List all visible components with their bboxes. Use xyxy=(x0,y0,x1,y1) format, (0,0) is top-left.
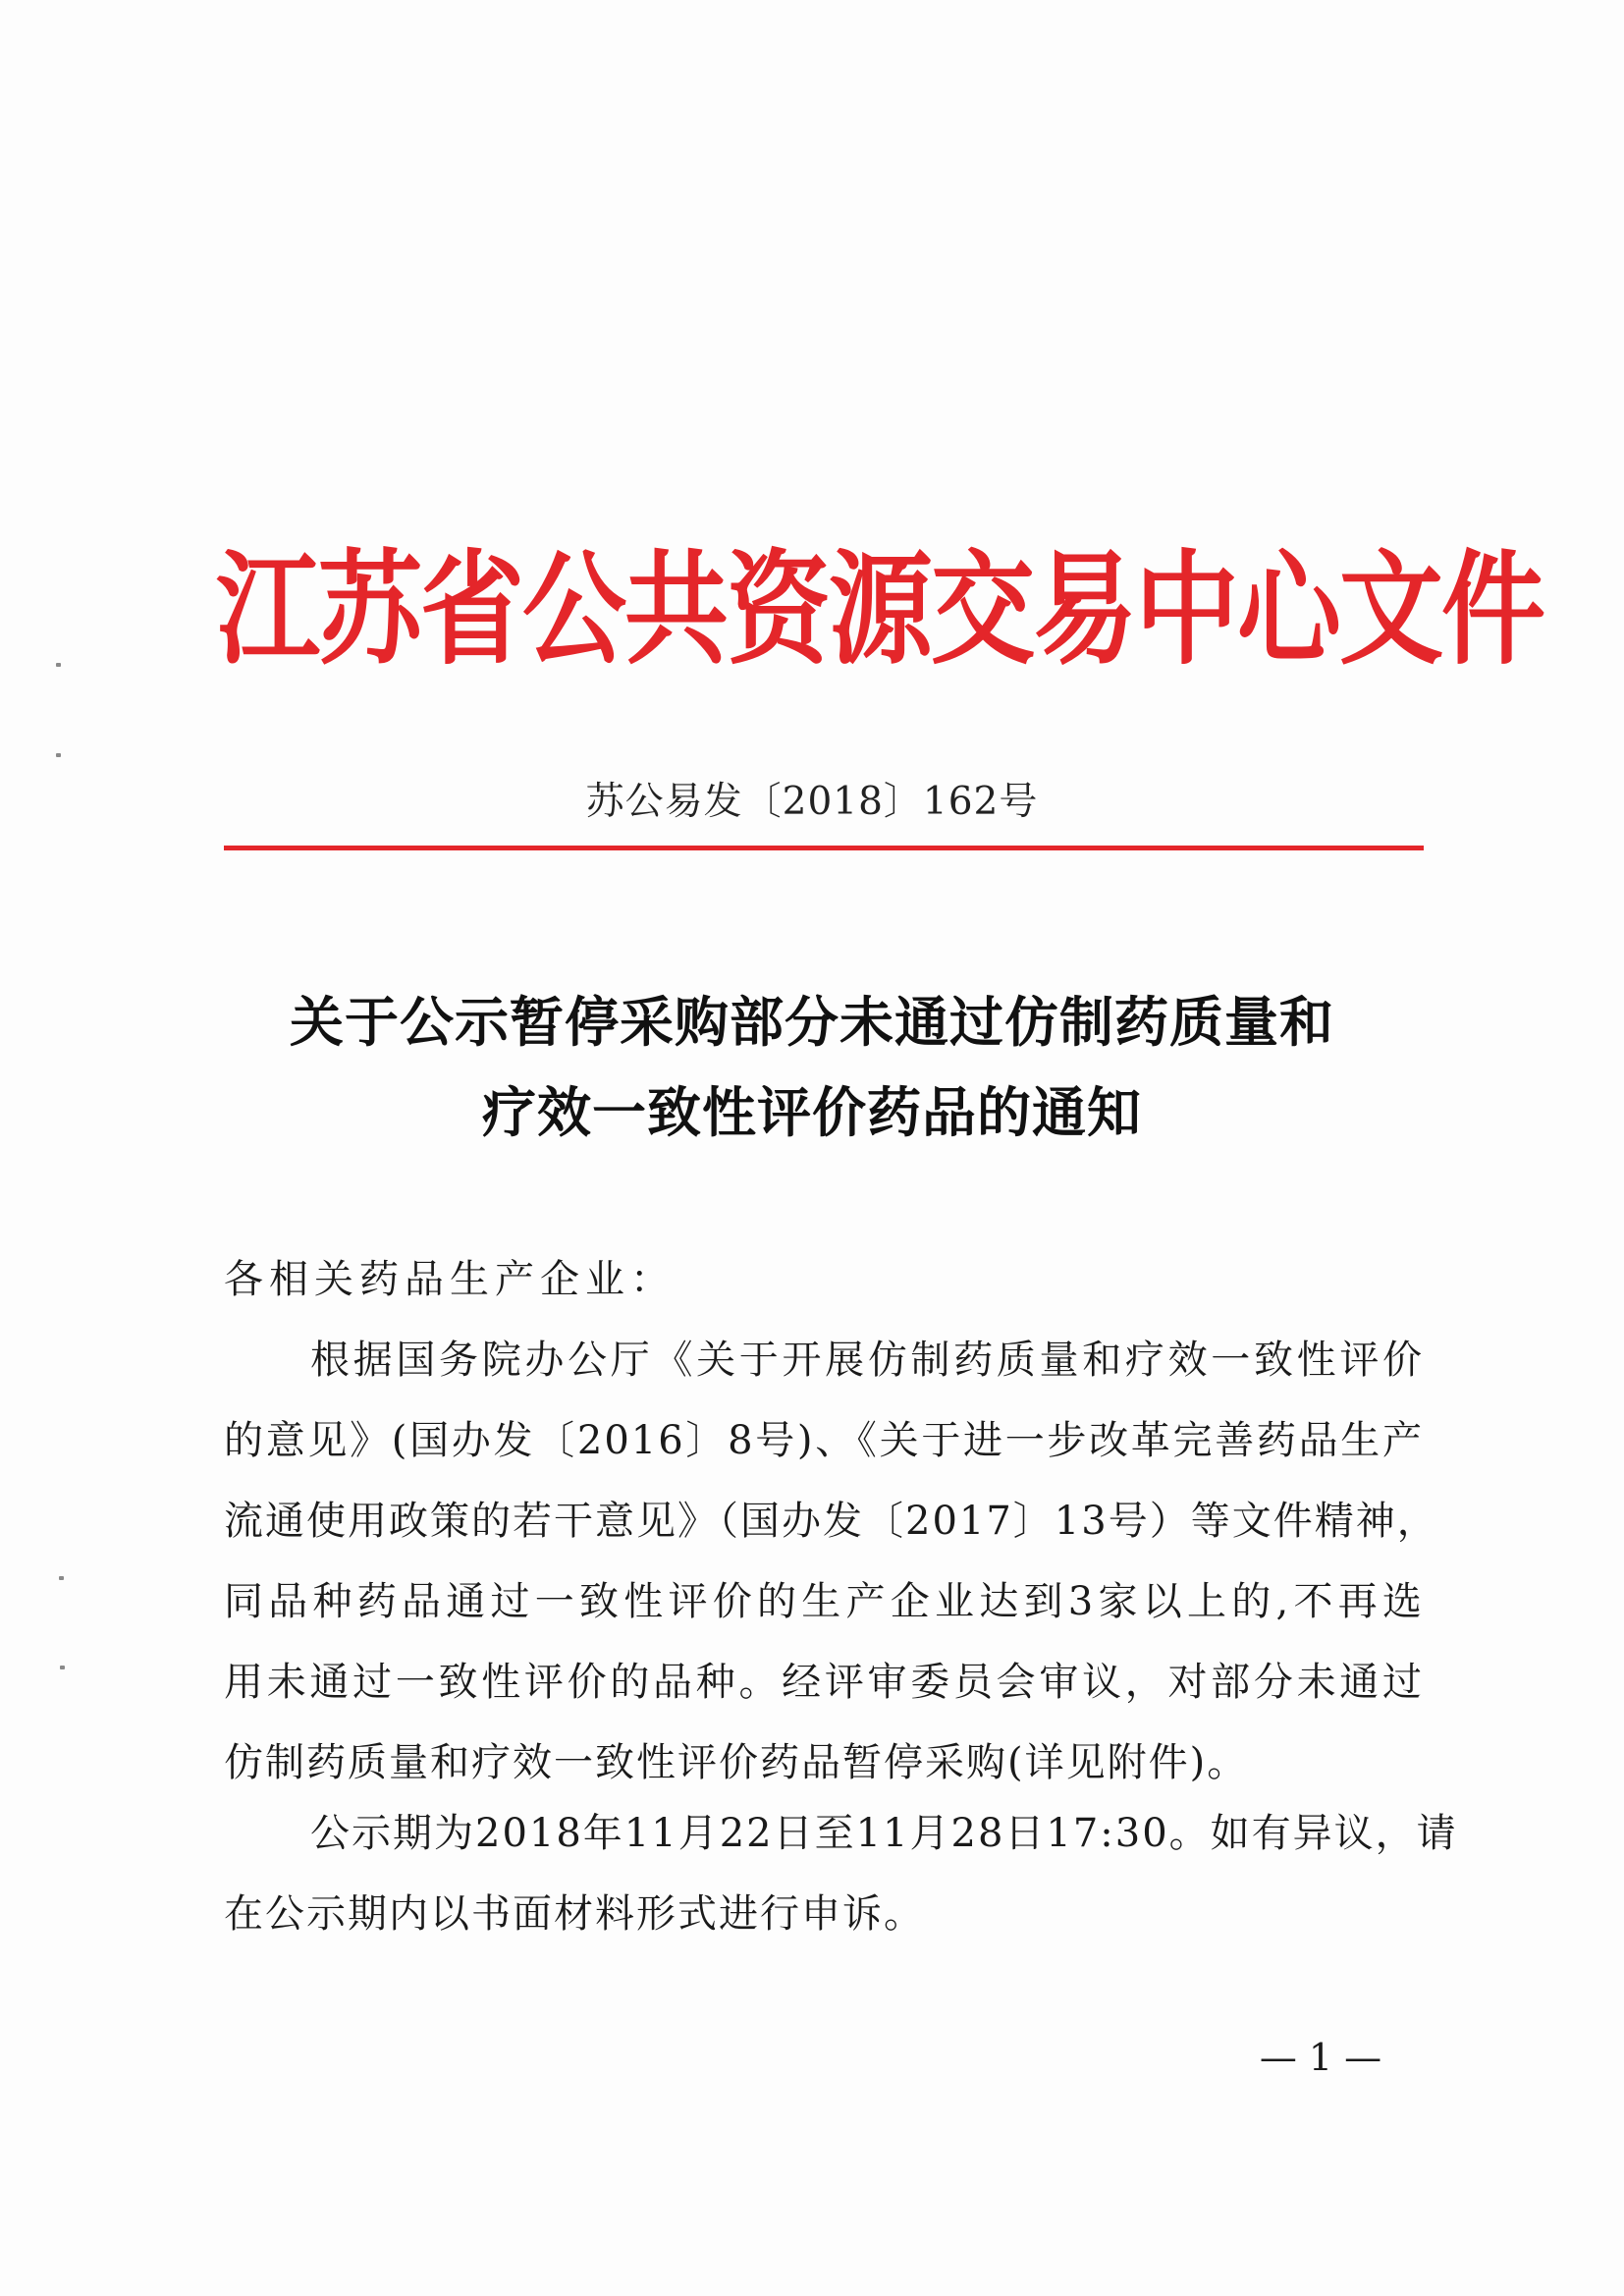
notice-title-line-2: 疗效一致性评价药品的通知 xyxy=(481,1080,1142,1144)
scan-speck xyxy=(56,753,61,757)
body-line: 流通使用政策的若干意见》（国办发〔2017〕13号）等文件精神， xyxy=(224,1499,1438,1544)
scan-speck xyxy=(56,663,61,667)
red-divider-rule xyxy=(224,846,1424,850)
document-masthead: 江苏省公共资源交易中心文件 xyxy=(216,538,1543,682)
body-paragraph-2 xyxy=(224,1793,1458,1954)
salutation: 各相关药品生产企业： xyxy=(224,1257,676,1302)
page-number: — 1 — xyxy=(1259,2036,1382,2079)
scan-speck xyxy=(60,1666,65,1669)
notice-title-line-1: 关于公示暂停采购部分未通过仿制药质量和 xyxy=(289,990,1334,1054)
notice-title xyxy=(226,977,1398,1158)
body-line: 同品种药品通过一致性评价的生产企业达到3家以上的,不再选 xyxy=(224,1579,1424,1624)
scan-speck xyxy=(59,1576,64,1580)
body-line: 公示期为2018年11月22日至11月28日17:30。如有异议，请 xyxy=(310,1811,1458,1856)
body-line: 仿制药质量和疗效一致性评价药品暂停采购(详见附件)。 xyxy=(224,1740,1249,1785)
body-line: 根据国务院办公厅《关于开展仿制药质量和疗效一致性评价 xyxy=(310,1338,1424,1383)
body-line: 用未通过一致性评价的品种。经评审委员会审议，对部分未通过 xyxy=(224,1660,1424,1705)
body-line: 在公示期内以书面材料形式进行申诉。 xyxy=(224,1891,925,1937)
body-line: 的意见》(国办发〔2016〕8号)、《关于进一步改革完善药品生产 xyxy=(224,1418,1424,1463)
body-paragraph-1 xyxy=(224,1320,1438,1803)
document-number: 苏公易发〔2018〕162号 xyxy=(585,780,1039,824)
